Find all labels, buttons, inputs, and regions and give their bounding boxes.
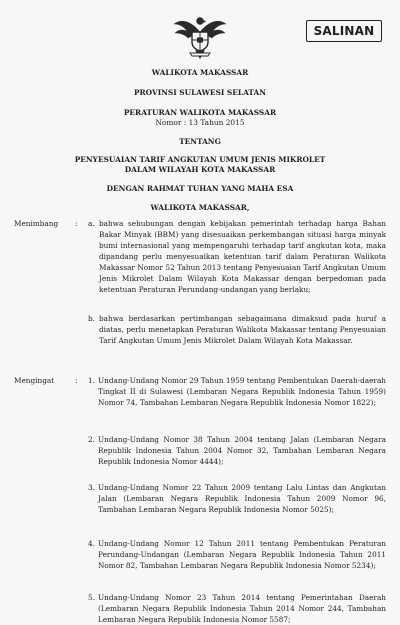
regulation-number: Nomor : 13 Tahun 2015 <box>155 118 245 127</box>
subject-line-2: DALAM WILAYAH KOTA MAKASSAR <box>124 165 276 174</box>
mengingat-item-1 <box>98 375 386 408</box>
mengingat-text-1: Undang-Undang Nomor 29 Tahun 1959 tentang Pembentukan Daerah-daerah Tingkat II di Sulawesi (Lembaran Negara Republik Indonesia Tahun 1959) Nomor 74, Tambahan Lembaran Negara Republik Indonesia Nomor 1822); <box>98 376 386 407</box>
mengingat-marker-3: 3. <box>88 483 95 492</box>
mengingat-marker-5: 5. <box>88 593 95 602</box>
mengingat-marker-2: 2. <box>88 435 95 444</box>
menimbang-marker-a: a. <box>88 219 95 228</box>
mengingat-item-5 <box>98 592 386 625</box>
subject-line-1: PENYESUAIAN TARIF ANGKUTAN UMUM JENIS MIKROLET <box>74 155 326 164</box>
mengingat-label: Mengingat <box>14 376 55 385</box>
mengingat-marker-1: 1. <box>88 376 95 385</box>
mengingat-item-3 <box>98 482 386 515</box>
mengingat-text-5: Undang-Undang Nomor 23 Tahun 2014 tentang Pemerintahan Daerah (Lembaran Negara Republik Indonesia Tahun 2014 Nomor 244, Tambahan Lembaran Negara Republik Indonesia Nomor 5587; <box>98 593 386 624</box>
menimbang-colon: : <box>75 219 78 228</box>
menimbang-text-a: bahwa sehubungan dengan kebijakan pemerintah terhadap harga Bahan Bakar Minyak (BBM) yang disesuaikan perkembangan situasi harga minyak bumi internasional yang mempengaruhi terhadap tarif angkutan kota, maka dipandang perlu menyesuaikan ketentuan tarif dalam Peraturan Walikota Makassar Nomor 52 Tahun 2013 tentang Penyesuaian Tarif Angkutan Umum Jenis Mikrolet Dalam Wilayah Kota Makassar dengan berpedoman pada ketentuan Peraturan Perundang-undangan yang berlaku; <box>99 219 386 294</box>
regulation-title: PERATURAN WALIKOTA MAKASSAR <box>123 108 277 117</box>
menimbang-item-a <box>99 218 386 295</box>
mengingat-text-2: Undang-Undang Nomor 38 Tahun 2004 tentang Jalan (Lembaran Negara Republik Indonesia Tahun 2004 Nomor 32, Tambahan Lembaran Negara Republik Indonesia Nomor 4444); <box>98 435 386 466</box>
salinan-stamp: SALINAN <box>306 20 382 42</box>
tentang-heading: TENTANG <box>179 137 221 146</box>
province-title: PROVINSI SULAWESI SELATAN <box>133 88 267 97</box>
mengingat-marker-4: 4. <box>88 539 95 548</box>
menimbang-label: Menimbang <box>14 219 59 228</box>
office-title: WALIKOTA MAKASSAR <box>151 68 249 77</box>
menimbang-text-b: bahwa berdasarkan pertimbangan sebagaimana dimaksud pada huruf a diatas, perlu menetapkan Peraturan Walikota Makassar tentang Penyesuaian Tarif Angkutan Umum Jenis Mikrolet Dalam Wilayah Kota Makassar. <box>99 314 386 345</box>
menimbang-item-b <box>99 313 386 346</box>
signatory-line: WALIKOTA MAKASSAR, <box>150 203 250 212</box>
menimbang-marker-b: b. <box>88 314 95 323</box>
blessing-line: DENGAN RAHMAT TUHAN YANG MAHA ESA <box>106 184 294 193</box>
mengingat-item-4 <box>98 538 386 571</box>
mengingat-colon: : <box>75 376 78 385</box>
garuda-emblem-icon <box>170 12 230 62</box>
mengingat-text-3: Undang-Undang Nomor 22 Tahun 2009 tentang Lalu Lintas dan Angkutan Jalan (Lembaran Negara Republik Indonesia Tahun 2009 Nomor 96, Tambahan Lembaran Negara Republik Indonesia Nomor 5025); <box>98 483 386 514</box>
mengingat-text-4: Undang-Undang Nomor 12 Tahun 2011 tentang Pembentukan Peraturan Perundang-Undangan (Lembaran Negara Republik Indonesia Tahun 2011 Nomor 82, Tambahan Lembaran Negara Republik Indonesia Nomor 5234); <box>98 539 386 570</box>
mengingat-item-2 <box>98 434 386 467</box>
